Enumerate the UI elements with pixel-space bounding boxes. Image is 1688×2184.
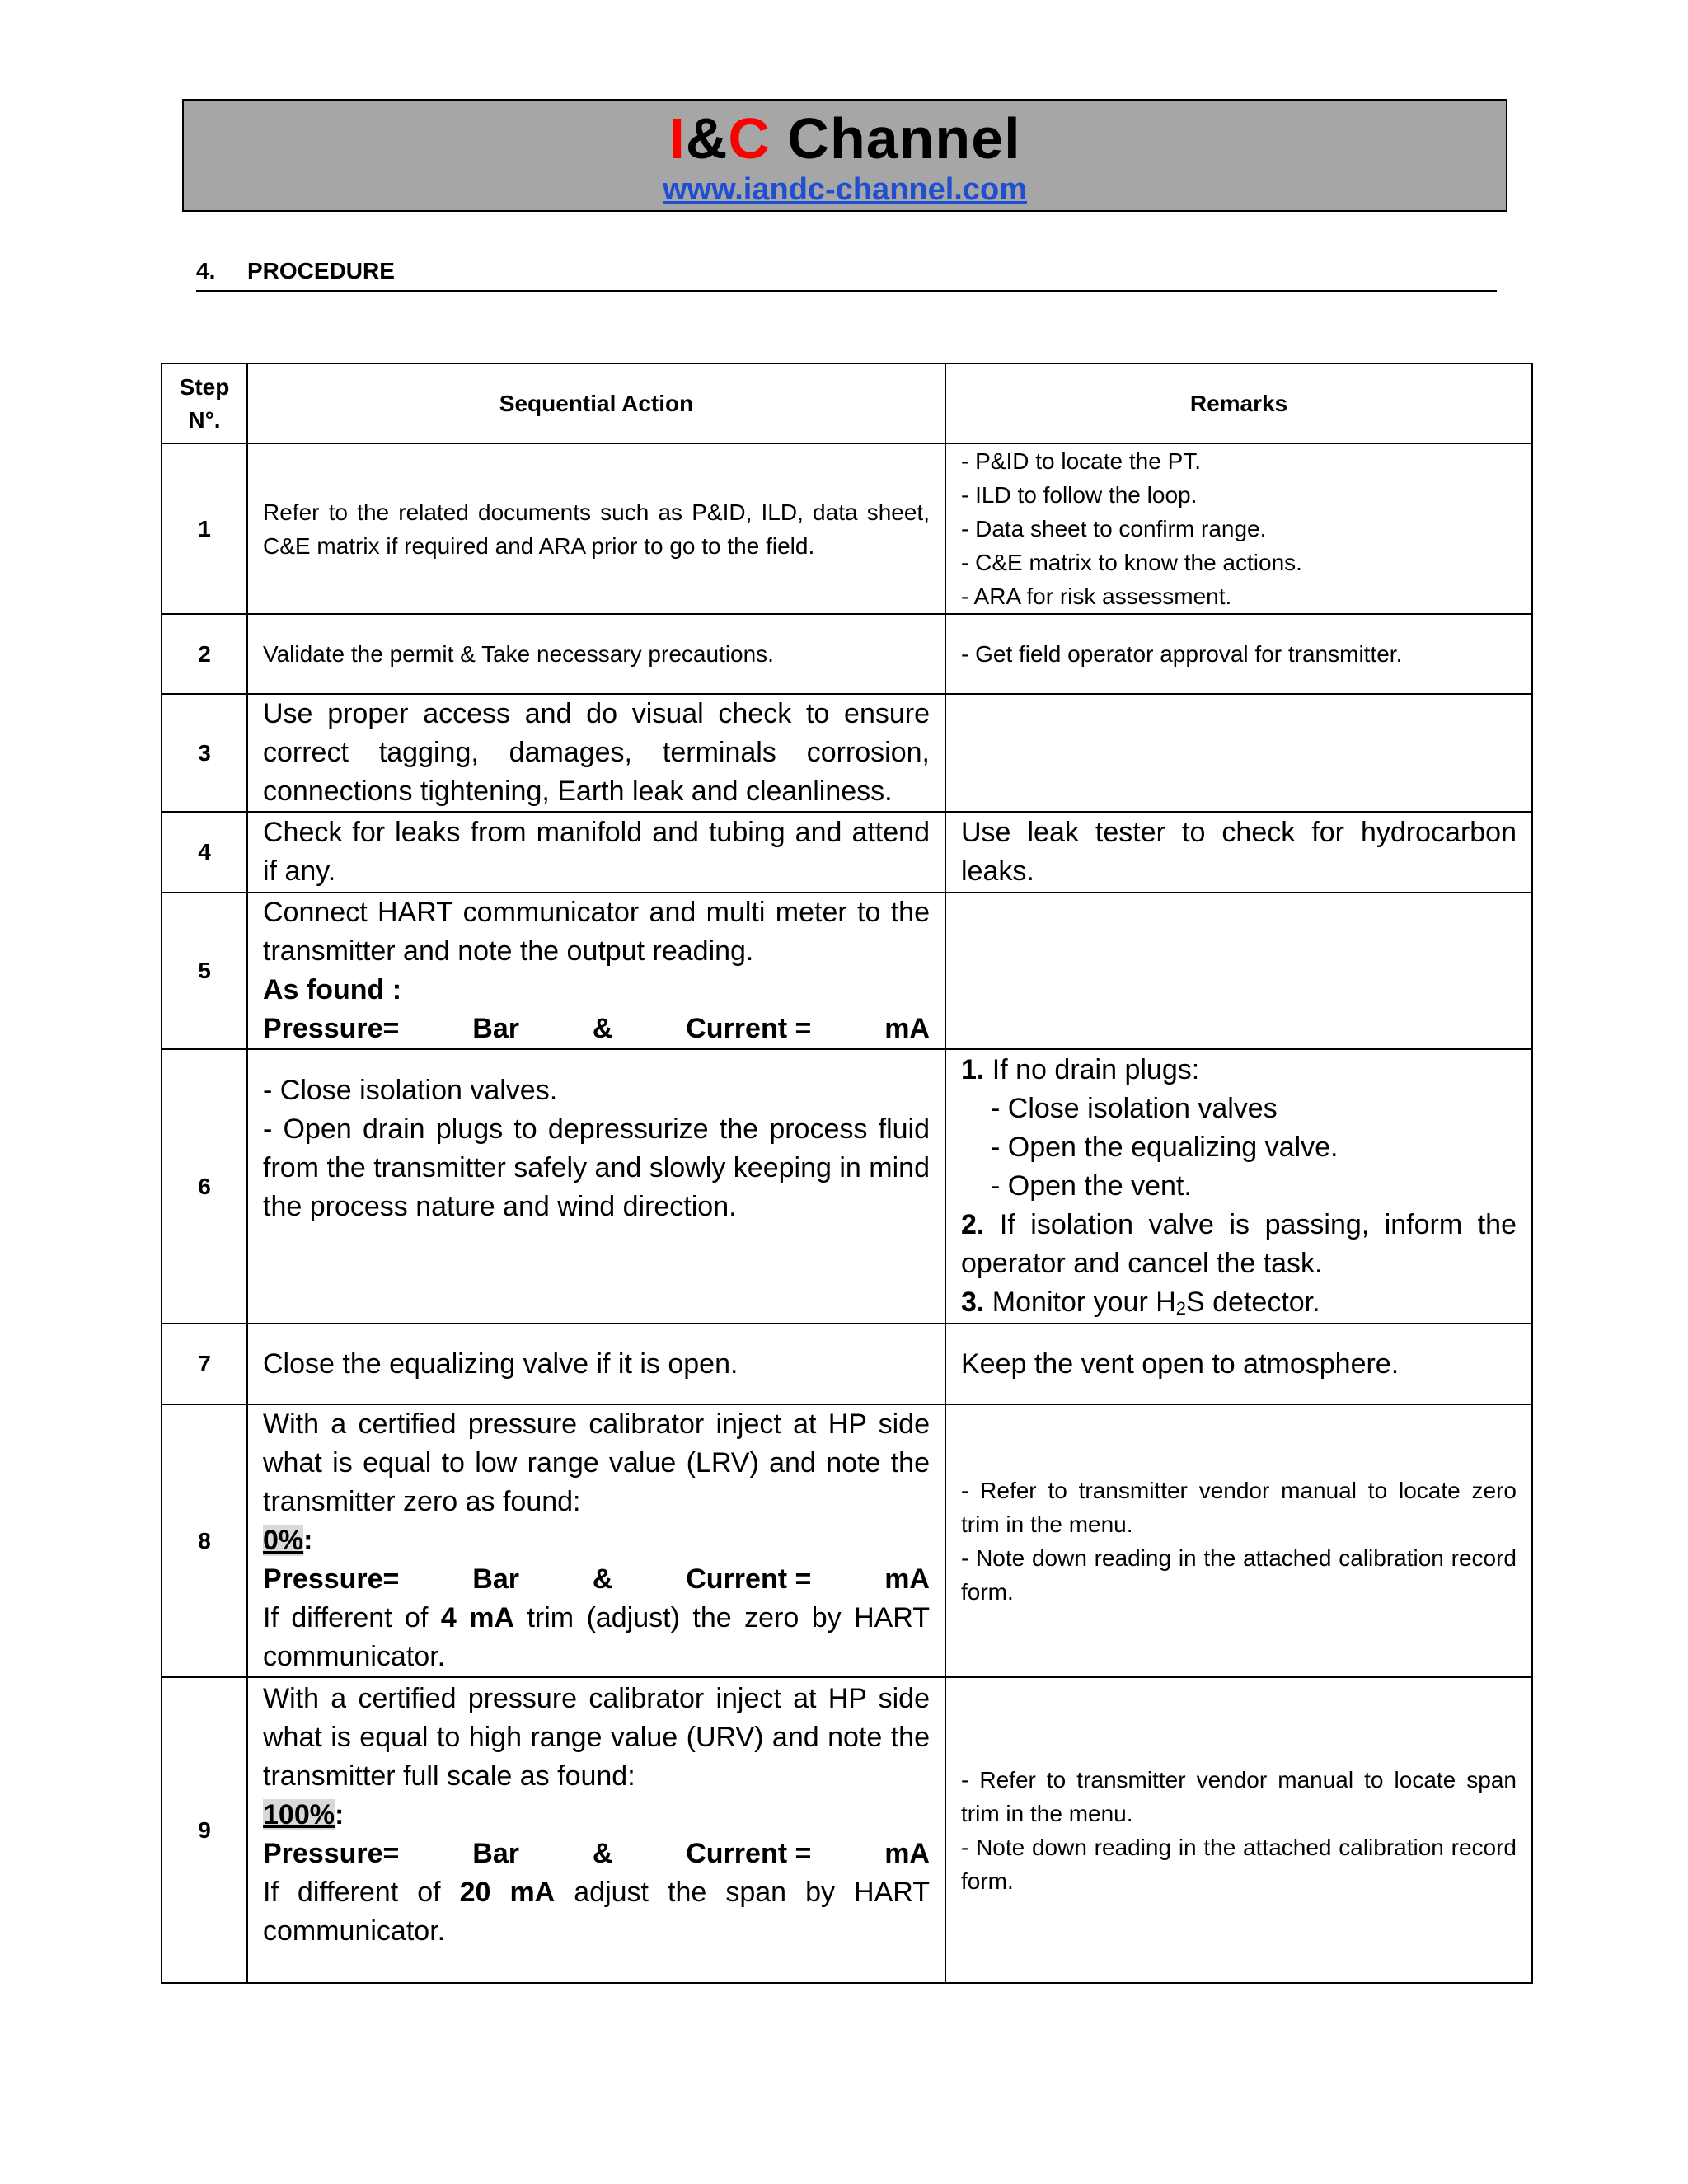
remark-number: 2. xyxy=(961,1209,985,1240)
percent-value: 100% xyxy=(263,1799,335,1830)
remarks-text: Use leak tester to check for hydrocarbon leaks. xyxy=(945,812,1532,893)
remark-line: - P&ID to locate the PT. xyxy=(961,448,1202,474)
header-action: Sequential Action xyxy=(247,363,945,443)
ma-unit: mA xyxy=(884,1013,930,1044)
step-number: 1 xyxy=(162,443,247,614)
remark-text: If isolation valve is passing, inform the operator and cancel the task. xyxy=(961,1209,1525,1279)
remarks-cell xyxy=(945,443,1532,614)
instruction-text: trim (adjust) the zero by HART communicator. xyxy=(263,1602,938,1672)
action-cell xyxy=(247,1049,945,1324)
remark-line: - Note down reading in the attached calibration record form. xyxy=(961,1834,1517,1894)
remark-text: S detector. xyxy=(1186,1286,1320,1318)
section-title: PROCEDURE xyxy=(247,258,395,284)
action-text: Close the equalizing valve if it is open. xyxy=(247,1324,945,1404)
header-banner xyxy=(182,99,1507,212)
procedure-table xyxy=(161,363,1533,1984)
action-text: Connect HART communicator and multi meter to the transmitter and note the output reading. xyxy=(263,897,930,967)
table-row xyxy=(162,694,1532,812)
ampersand: & xyxy=(592,1563,613,1595)
remark-text: Monitor your H xyxy=(984,1286,1176,1318)
remark-subitem: - Open the vent. xyxy=(991,1170,1192,1202)
step-number: 5 xyxy=(162,893,247,1049)
header-step: Step N°. xyxy=(162,363,247,443)
pressure-label: Pressure= xyxy=(263,1838,400,1869)
website-link[interactable]: www.iandc-channel.com xyxy=(662,172,1027,207)
remark-line: - ARA for risk assessment. xyxy=(961,583,1232,609)
remark-line: - ILD to follow the loop. xyxy=(961,482,1198,508)
step-number: 7 xyxy=(162,1324,247,1404)
remarks-text xyxy=(945,694,1532,812)
bar-unit: Bar xyxy=(472,1563,519,1595)
step-number: 2 xyxy=(162,614,247,694)
remark-line: - Data sheet to confirm range. xyxy=(961,516,1267,541)
remarks-text: - Get field operator approval for transmitter. xyxy=(945,614,1532,694)
action-text: Use proper access and do visual check to ensure correct tagging, damages, terminals corrosion, connections tightening, Earth leak and cleanliness. xyxy=(247,694,945,812)
action-cell xyxy=(247,1677,945,1983)
section-heading xyxy=(196,257,1497,292)
action-text: Validate the permit & Take necessary precautions. xyxy=(247,614,945,694)
action-text: Refer to the related documents such as P&ID, ILD, data sheet, C&E matrix if required and ARA prior to go to the field. xyxy=(247,443,945,614)
action-text: With a certified pressure calibrator inject at HP side what is equal to high range value (URV) and note the transmitter full scale as found: xyxy=(263,1683,930,1792)
remark-item xyxy=(961,1206,1525,1283)
table-row xyxy=(162,812,1532,893)
brand-title xyxy=(184,106,1506,171)
instruction-text: If different of xyxy=(263,1602,441,1633)
remark-subitem: - Open the equalizing valve. xyxy=(991,1132,1339,1163)
remarks-cell xyxy=(945,1049,1532,1324)
remark-number: 1. xyxy=(961,1054,985,1085)
remark-line: - Refer to transmitter vendor manual to locate zero trim in the menu. xyxy=(961,1477,1517,1537)
table-row xyxy=(162,614,1532,694)
table-row xyxy=(162,443,1532,614)
table-row xyxy=(162,1404,1532,1677)
ampersand: & xyxy=(592,1013,613,1044)
reading-line xyxy=(263,1560,930,1599)
brand-letter-c: C xyxy=(728,106,771,171)
as-found-label: As found : xyxy=(263,974,402,1005)
ampersand: & xyxy=(592,1838,613,1869)
header-remarks: Remarks xyxy=(945,363,1532,443)
remarks-text xyxy=(945,893,1532,1049)
instruction-line xyxy=(263,1873,938,1951)
brand-word: Channel xyxy=(770,106,1021,171)
step-number: 8 xyxy=(162,1404,247,1677)
reading-line xyxy=(263,1010,930,1048)
remarks-cell xyxy=(945,1404,1532,1677)
step-number: 9 xyxy=(162,1677,247,1983)
pressure-label: Pressure= xyxy=(263,1563,400,1595)
remark-number: 3. xyxy=(961,1286,985,1318)
remarks-cell xyxy=(945,1677,1532,1983)
remark-item xyxy=(961,1283,1517,1322)
table-row xyxy=(162,893,1532,1049)
pressure-label: Pressure= xyxy=(263,1013,400,1044)
table-row xyxy=(162,1677,1532,1983)
remark-line: - Note down reading in the attached calibration record form. xyxy=(961,1544,1517,1605)
current-label: Current = xyxy=(686,1838,812,1869)
table-header-row xyxy=(162,363,1532,443)
remark-line: - C&E matrix to know the actions. xyxy=(961,550,1302,575)
colon: : xyxy=(334,1799,345,1830)
ma-unit: mA xyxy=(884,1563,930,1595)
percent-line xyxy=(263,1796,930,1835)
instruction-text: If different of xyxy=(263,1877,460,1908)
step-number: 6 xyxy=(162,1049,247,1324)
section-number: 4. xyxy=(196,258,216,284)
reading-line xyxy=(263,1835,930,1873)
remarks-text: Keep the vent open to atmosphere. xyxy=(945,1324,1532,1404)
remark-line: - Refer to transmitter vendor manual to locate span trim in the menu. xyxy=(961,1766,1517,1826)
current-label: Current = xyxy=(686,1013,812,1044)
action-line: - Open drain plugs to depressurize the process fluid from the transmitter safely and slowly keeping in mind the process nature and wind direction. xyxy=(263,1113,930,1222)
bar-unit: Bar xyxy=(472,1838,519,1869)
action-text: Check for leaks from manifold and tubing and attend if any. xyxy=(247,812,945,893)
action-text: With a certified pressure calibrator inject at HP side what is equal to low range value (LRV) and note the transmitter zero as found: xyxy=(263,1408,930,1517)
target-current: 4 mA xyxy=(440,1602,515,1633)
table-row xyxy=(162,1324,1532,1404)
action-cell xyxy=(247,893,945,1049)
instruction-line xyxy=(263,1599,938,1676)
table-row xyxy=(162,1049,1532,1324)
instruction-text: adjust the span by HART communicator. xyxy=(263,1877,938,1947)
percent-line xyxy=(263,1521,930,1560)
subscript: 2 xyxy=(1175,1298,1187,1319)
action-line: - Close isolation valves. xyxy=(263,1075,558,1106)
percent-value: 0% xyxy=(263,1525,304,1556)
bar-unit: Bar xyxy=(472,1013,519,1044)
action-cell xyxy=(247,1404,945,1677)
brand-ampersand: & xyxy=(685,106,729,171)
remark-text: If no drain plugs: xyxy=(984,1054,1200,1085)
target-current: 20 mA xyxy=(459,1877,556,1908)
colon: : xyxy=(303,1525,313,1556)
current-label: Current = xyxy=(686,1563,812,1595)
step-number: 4 xyxy=(162,812,247,893)
brand-letter-i: I xyxy=(668,106,686,171)
ma-unit: mA xyxy=(884,1838,930,1869)
remark-item xyxy=(961,1051,1517,1090)
step-number: 3 xyxy=(162,694,247,812)
remark-subitem: - Close isolation valves xyxy=(991,1093,1278,1124)
